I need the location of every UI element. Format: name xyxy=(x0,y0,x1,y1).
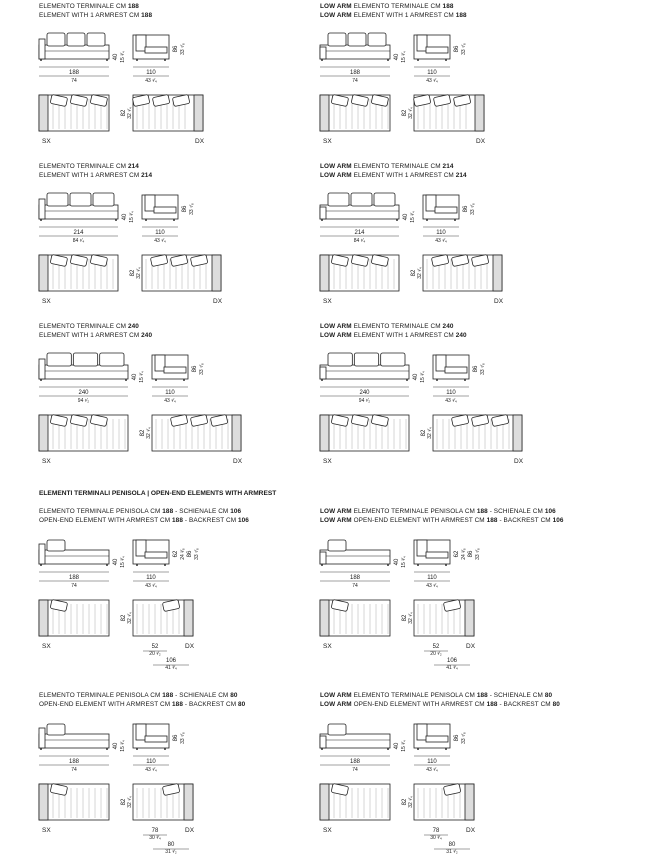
heading-text: OPEN-END ELEMENT WITH ARMREST CM xyxy=(353,516,487,524)
backrest-size: 80 xyxy=(552,700,560,708)
depth-side-in: 43 ¹⁄₄ xyxy=(435,238,447,244)
heading-text: ELEMENT WITH 1 ARMREST CM xyxy=(353,171,456,179)
backrest-size: 80 xyxy=(544,692,553,699)
backrest-in: 31 ¹⁄₂ xyxy=(165,849,177,855)
plan-depth-in: 32 ¹⁄₄ xyxy=(417,267,423,279)
back-height-in: 33 ⁷⁄₈ xyxy=(199,363,205,375)
heading-text: - BACKREST CM xyxy=(183,700,238,708)
height-cm: 40 xyxy=(394,53,400,61)
width-cm: 240 xyxy=(78,390,89,396)
heading-size: 188 xyxy=(162,692,174,699)
back-height-cm: 86 xyxy=(468,550,474,558)
heading-english xyxy=(39,12,152,21)
plan-view-dx xyxy=(413,94,484,131)
element-drawing xyxy=(315,23,615,173)
heading-text: ELEMENTO TERMINALE CM xyxy=(353,323,443,330)
heading-italian xyxy=(320,692,560,701)
width-cm: 240 xyxy=(359,390,370,396)
plan-view-sx xyxy=(39,254,118,291)
depth-side-in: 43 ¹⁄₄ xyxy=(164,398,176,404)
seat-height-in: 24 ³⁄₈ xyxy=(461,548,467,560)
heading-text: ELEMENTO TERMINALE PENISOLA CM xyxy=(353,692,477,699)
back-height-cm: 86 xyxy=(454,734,460,742)
plan-view-sx xyxy=(320,414,409,451)
heading-size: 188 xyxy=(486,516,498,524)
low-arm-prefix: LOW ARM xyxy=(320,171,354,179)
low-arm-prefix: LOW ARM xyxy=(320,323,354,330)
heading-italian xyxy=(39,3,152,12)
back-height-cm: 86 xyxy=(192,365,198,373)
width-in: 84 ¹⁄₄ xyxy=(353,238,366,244)
backrest-size: 80 xyxy=(230,692,238,699)
open-seat-cm: 78 xyxy=(151,828,159,834)
heading-text: - SCHIENALE CM xyxy=(487,508,545,515)
depth-side-in: 43 ¹⁄₄ xyxy=(154,238,166,244)
side-label-dx: DX xyxy=(514,458,524,465)
heading-english xyxy=(320,701,560,710)
height-cm: 40 xyxy=(413,373,419,381)
depth-side-in: 43 ¹⁄₄ xyxy=(426,767,438,773)
height-cm: 40 xyxy=(113,558,119,566)
heading-english xyxy=(39,517,249,526)
height-in: 15 ³⁄₄ xyxy=(420,371,426,383)
width-in: 84 ¹⁄₄ xyxy=(72,238,85,244)
element-drawing xyxy=(315,183,615,333)
width-cm: 188 xyxy=(68,70,80,76)
element-drawing xyxy=(315,528,615,678)
open-seat-cm: 52 xyxy=(151,644,159,650)
heading-text: ELEMENT WITH 1 ARMREST CM xyxy=(353,11,456,19)
height-in: 15 ³⁄₄ xyxy=(401,51,407,63)
open-seat-cm: 78 xyxy=(432,828,440,834)
open-seat-cm: 52 xyxy=(432,644,440,650)
width-in: 94 ¹⁄₂ xyxy=(358,398,371,404)
plan-depth-in: 32 ¹⁄₄ xyxy=(127,612,133,624)
plan-depth-cm: 82 xyxy=(130,269,136,277)
element-heading xyxy=(320,508,564,525)
height-cm: 40 xyxy=(394,558,400,566)
plan-view-sx xyxy=(39,783,109,820)
plan-depth-cm: 82 xyxy=(121,798,127,806)
side-label-dx: DX xyxy=(233,458,243,465)
heading-size: 188 xyxy=(476,508,488,515)
height-cm: 40 xyxy=(122,213,128,221)
heading-size: 188 xyxy=(476,692,488,699)
height-in: 15 ³⁄₄ xyxy=(401,556,407,568)
depth-side-cm: 110 xyxy=(436,230,446,236)
depth-side-in: 43 ¹⁄₄ xyxy=(426,583,438,589)
backrest-cm: 80 xyxy=(448,842,456,848)
element-heading xyxy=(39,508,249,525)
element-drawing xyxy=(34,183,334,333)
heading-text: - BACKREST CM xyxy=(497,516,553,524)
height-cm: 40 xyxy=(403,213,409,221)
plan-depth-cm: 82 xyxy=(121,614,127,622)
plan-view-sx xyxy=(39,94,109,131)
plan-view-dx xyxy=(433,414,522,451)
heading-english xyxy=(320,332,467,341)
depth-side-in: 43 ¹⁄₄ xyxy=(426,78,438,84)
heading-text: ELEMENT WITH 1 ARMREST CM xyxy=(353,331,456,339)
depth-side-cm: 110 xyxy=(427,575,437,581)
back-height-cm: 86 xyxy=(473,365,479,373)
back-height-cm: 86 xyxy=(187,550,193,558)
side-label-dx: DX xyxy=(195,138,205,145)
heading-italian xyxy=(320,163,467,172)
low-arm-prefix: LOW ARM xyxy=(320,11,354,19)
heading-italian xyxy=(39,323,152,332)
backrest-in: 41 ³⁄₄ xyxy=(165,665,177,671)
heading-size: 188 xyxy=(172,516,183,524)
back-height-cm: 86 xyxy=(173,734,179,742)
plan-depth-in: 32 ¹⁄₄ xyxy=(136,267,142,279)
backrest-cm: 80 xyxy=(167,842,175,848)
height-in: 15 ³⁄₄ xyxy=(139,371,145,383)
back-height-in: 33 ⁷⁄₈ xyxy=(475,548,481,560)
heading-text: ELEMENTO TERMINALE CM xyxy=(39,323,128,330)
backrest-size: 106 xyxy=(238,516,249,524)
heading-text: ELEMENT WITH 1 ARMREST CM xyxy=(39,11,142,19)
side-label-dx: DX xyxy=(213,298,223,305)
width-cm: 188 xyxy=(68,575,80,581)
side-label-dx: DX xyxy=(466,827,476,834)
heading-english xyxy=(320,172,467,181)
element-heading xyxy=(39,692,245,709)
heading-italian xyxy=(39,163,152,172)
heading-size: 240 xyxy=(455,331,467,339)
backrest-size: 106 xyxy=(544,508,556,515)
plan-depth-cm: 82 xyxy=(402,798,408,806)
plan-depth-in: 32 ¹⁄₄ xyxy=(127,796,133,808)
heading-italian xyxy=(39,692,245,701)
height-cm: 40 xyxy=(113,742,119,750)
width-in: 74 xyxy=(352,78,358,84)
back-height-in: 33 ⁷⁄₈ xyxy=(180,43,186,55)
side-label-dx: DX xyxy=(494,298,504,305)
plan-depth-cm: 82 xyxy=(421,429,427,437)
side-label-dx: DX xyxy=(185,827,195,834)
plan-view-sx xyxy=(320,783,390,820)
element-drawing xyxy=(34,712,334,862)
height-in: 15 ³⁄₄ xyxy=(120,740,126,752)
element-heading xyxy=(39,163,152,180)
plan-depth-cm: 82 xyxy=(402,109,408,117)
seat-height-cm: 62 xyxy=(454,550,460,558)
side-label-dx: DX xyxy=(185,643,195,650)
heading-english xyxy=(320,12,467,21)
width-cm: 188 xyxy=(349,575,361,581)
heading-size: 188 xyxy=(162,508,174,515)
heading-size: 188 xyxy=(172,700,183,708)
heading-size: 188 xyxy=(455,11,467,19)
heading-text: - BACKREST CM xyxy=(183,516,238,524)
low-arm-prefix: LOW ARM xyxy=(320,692,354,699)
heading-size: 188 xyxy=(127,3,139,10)
width-cm: 188 xyxy=(68,759,80,765)
low-arm-prefix: LOW ARM xyxy=(320,3,354,10)
height-in: 15 ³⁄₄ xyxy=(401,740,407,752)
plan-depth-in: 32 ¹⁄₄ xyxy=(127,107,133,119)
heading-text: ELEMENT WITH 1 ARMREST CM xyxy=(39,171,142,179)
depth-side-in: 43 ¹⁄₄ xyxy=(145,78,157,84)
heading-size: 240 xyxy=(442,323,454,330)
heading-text: ELEMENTO TERMINALE CM xyxy=(353,3,443,10)
plan-view-dx xyxy=(133,783,193,820)
plan-depth-cm: 82 xyxy=(121,109,127,117)
side-label-sx: SX xyxy=(323,643,332,650)
side-label-sx: SX xyxy=(42,458,51,465)
plan-view-dx xyxy=(152,414,241,451)
heading-size: 240 xyxy=(141,331,153,339)
heading-size: 188 xyxy=(486,700,498,708)
height-in: 15 ³⁄₄ xyxy=(120,556,126,568)
backrest-cm: 106 xyxy=(165,658,177,664)
heading-italian xyxy=(320,508,564,517)
low-arm-prefix: LOW ARM xyxy=(320,163,354,170)
backrest-in: 41 ³⁄₄ xyxy=(446,665,458,671)
heading-italian xyxy=(39,508,249,517)
heading-text: ELEMENTO TERMINALE PENISOLA CM xyxy=(39,508,163,515)
heading-size: 240 xyxy=(127,323,139,330)
section-title: ELEMENTI TERMINALI PENISOLA | OPEN-END ELEMENTS WITH ARMREST xyxy=(39,490,277,497)
depth-side-cm: 110 xyxy=(427,759,437,765)
open-seat-in: 30 ³⁄₄ xyxy=(430,835,442,841)
element-heading xyxy=(39,323,152,340)
element-heading xyxy=(320,692,560,709)
side-label-sx: SX xyxy=(323,458,332,465)
depth-side-cm: 110 xyxy=(146,70,156,76)
back-height-cm: 86 xyxy=(463,205,469,213)
heading-size: 188 xyxy=(442,3,454,10)
back-height-in: 33 ⁷⁄₈ xyxy=(480,363,486,375)
height-cm: 40 xyxy=(113,53,119,61)
low-arm-prefix: LOW ARM xyxy=(320,508,354,515)
heading-english xyxy=(39,172,152,181)
side-label-sx: SX xyxy=(323,138,332,145)
plan-view-sx xyxy=(39,599,109,636)
plan-view-dx xyxy=(133,599,193,636)
side-label-sx: SX xyxy=(42,138,51,145)
back-height-in: 33 ⁷⁄₈ xyxy=(189,203,195,215)
height-cm: 40 xyxy=(132,373,138,381)
side-label-dx: DX xyxy=(466,643,476,650)
plan-view-sx xyxy=(320,254,399,291)
width-cm: 188 xyxy=(349,70,361,76)
element-heading xyxy=(320,3,467,20)
element-drawing xyxy=(34,343,334,493)
plan-depth-cm: 82 xyxy=(402,614,408,622)
side-label-sx: SX xyxy=(323,298,332,305)
side-label-dx: DX xyxy=(476,138,486,145)
back-height-in: 33 ⁷⁄₈ xyxy=(470,203,476,215)
plan-view-sx xyxy=(320,94,390,131)
heading-size: 214 xyxy=(127,163,139,170)
width-in: 94 ¹⁄₂ xyxy=(77,398,90,404)
plan-depth-in: 32 ¹⁄₄ xyxy=(427,427,433,439)
element-drawing xyxy=(315,712,615,862)
plan-view-dx xyxy=(132,94,203,131)
side-label-sx: SX xyxy=(42,298,51,305)
seat-height-in: 24 ³⁄₈ xyxy=(180,548,186,560)
side-label-sx: SX xyxy=(42,827,51,834)
plan-view-dx xyxy=(414,783,474,820)
element-heading xyxy=(39,3,152,20)
low-arm-prefix: LOW ARM xyxy=(320,331,354,339)
heading-text: ELEMENT WITH 1 ARMREST CM xyxy=(39,331,142,339)
element-heading xyxy=(320,323,467,340)
plan-view-sx xyxy=(320,599,390,636)
backrest-size: 106 xyxy=(230,508,242,515)
plan-depth-cm: 82 xyxy=(411,269,417,277)
width-in: 74 xyxy=(71,583,77,589)
heading-size: 188 xyxy=(141,11,153,19)
depth-side-cm: 110 xyxy=(427,70,437,76)
open-seat-in: 20 ¹⁄₂ xyxy=(149,651,161,657)
heading-text: ELEMENTO TERMINALE CM xyxy=(39,163,128,170)
depth-side-cm: 110 xyxy=(146,759,156,765)
width-in: 74 xyxy=(352,767,358,773)
height-in: 15 ³⁄₄ xyxy=(410,211,416,223)
heading-italian xyxy=(320,323,467,332)
back-height-in: 33 ⁷⁄₈ xyxy=(194,548,200,560)
backrest-in: 31 ¹⁄₂ xyxy=(446,849,458,855)
plan-depth-in: 32 ¹⁄₄ xyxy=(408,796,414,808)
plan-view-sx xyxy=(39,414,128,451)
heading-text: OPEN-END ELEMENT WITH ARMREST CM xyxy=(39,516,173,524)
heading-italian xyxy=(320,3,467,12)
plan-view-dx xyxy=(423,254,502,291)
open-seat-in: 20 ¹⁄₂ xyxy=(430,651,442,657)
heading-text: ELEMENTO TERMINALE PENISOLA CM xyxy=(39,692,163,699)
heading-text: - SCHIENALE CM xyxy=(173,508,231,515)
heading-size: 214 xyxy=(455,171,467,179)
plan-depth-in: 32 ¹⁄₄ xyxy=(146,427,152,439)
depth-side-in: 43 ¹⁄₄ xyxy=(145,767,157,773)
plan-depth-in: 32 ¹⁄₄ xyxy=(408,107,414,119)
heading-text: - SCHIENALE CM xyxy=(487,692,545,699)
element-drawing xyxy=(315,343,615,493)
plan-view-dx xyxy=(414,599,474,636)
low-arm-prefix: LOW ARM xyxy=(320,516,354,524)
back-height-cm: 86 xyxy=(182,205,188,213)
width-cm: 188 xyxy=(349,759,361,765)
heading-text: - BACKREST CM xyxy=(497,700,553,708)
depth-side-in: 43 ¹⁄₄ xyxy=(445,398,457,404)
plan-depth-in: 32 ¹⁄₄ xyxy=(408,612,414,624)
heading-text: ELEMENTO TERMINALE CM xyxy=(39,3,128,10)
depth-side-cm: 110 xyxy=(446,390,456,396)
back-height-in: 33 ⁷⁄₈ xyxy=(461,732,467,744)
heading-english xyxy=(39,332,152,341)
element-drawing xyxy=(34,23,334,173)
open-seat-in: 30 ³⁄₄ xyxy=(149,835,161,841)
depth-side-in: 43 ¹⁄₄ xyxy=(145,583,157,589)
side-label-sx: SX xyxy=(323,827,332,834)
width-in: 74 xyxy=(352,583,358,589)
back-height-in: 33 ⁷⁄₈ xyxy=(180,732,186,744)
height-in: 15 ³⁄₄ xyxy=(120,51,126,63)
width-in: 74 xyxy=(71,78,77,84)
height-cm: 40 xyxy=(394,742,400,750)
back-height-cm: 86 xyxy=(454,45,460,53)
height-in: 15 ³⁄₄ xyxy=(129,211,135,223)
heading-size: 214 xyxy=(141,171,153,179)
backrest-size: 106 xyxy=(552,516,564,524)
element-heading xyxy=(320,163,467,180)
backrest-cm: 106 xyxy=(446,658,458,664)
element-drawing xyxy=(34,528,334,678)
back-height-in: 33 ⁷⁄₈ xyxy=(461,43,467,55)
heading-text: OPEN-END ELEMENT WITH ARMREST CM xyxy=(353,700,487,708)
low-arm-prefix: LOW ARM xyxy=(320,700,354,708)
backrest-size: 80 xyxy=(238,700,246,708)
heading-text: - SCHIENALE CM xyxy=(173,692,231,699)
heading-text: ELEMENTO TERMINALE CM xyxy=(353,163,443,170)
heading-english xyxy=(320,517,564,526)
seat-height-cm: 62 xyxy=(173,550,179,558)
plan-view-dx xyxy=(142,254,221,291)
back-height-cm: 86 xyxy=(173,45,179,53)
heading-english xyxy=(39,701,245,710)
heading-text: OPEN-END ELEMENT WITH ARMREST CM xyxy=(39,700,173,708)
width-in: 74 xyxy=(71,767,77,773)
heading-text: ELEMENTO TERMINALE PENISOLA CM xyxy=(353,508,477,515)
plan-depth-cm: 82 xyxy=(140,429,146,437)
side-label-sx: SX xyxy=(42,643,51,650)
heading-size: 214 xyxy=(442,163,454,170)
depth-side-cm: 110 xyxy=(165,390,175,396)
depth-side-cm: 110 xyxy=(155,230,165,236)
width-cm: 214 xyxy=(73,230,84,236)
depth-side-cm: 110 xyxy=(146,575,156,581)
width-cm: 214 xyxy=(354,230,365,236)
